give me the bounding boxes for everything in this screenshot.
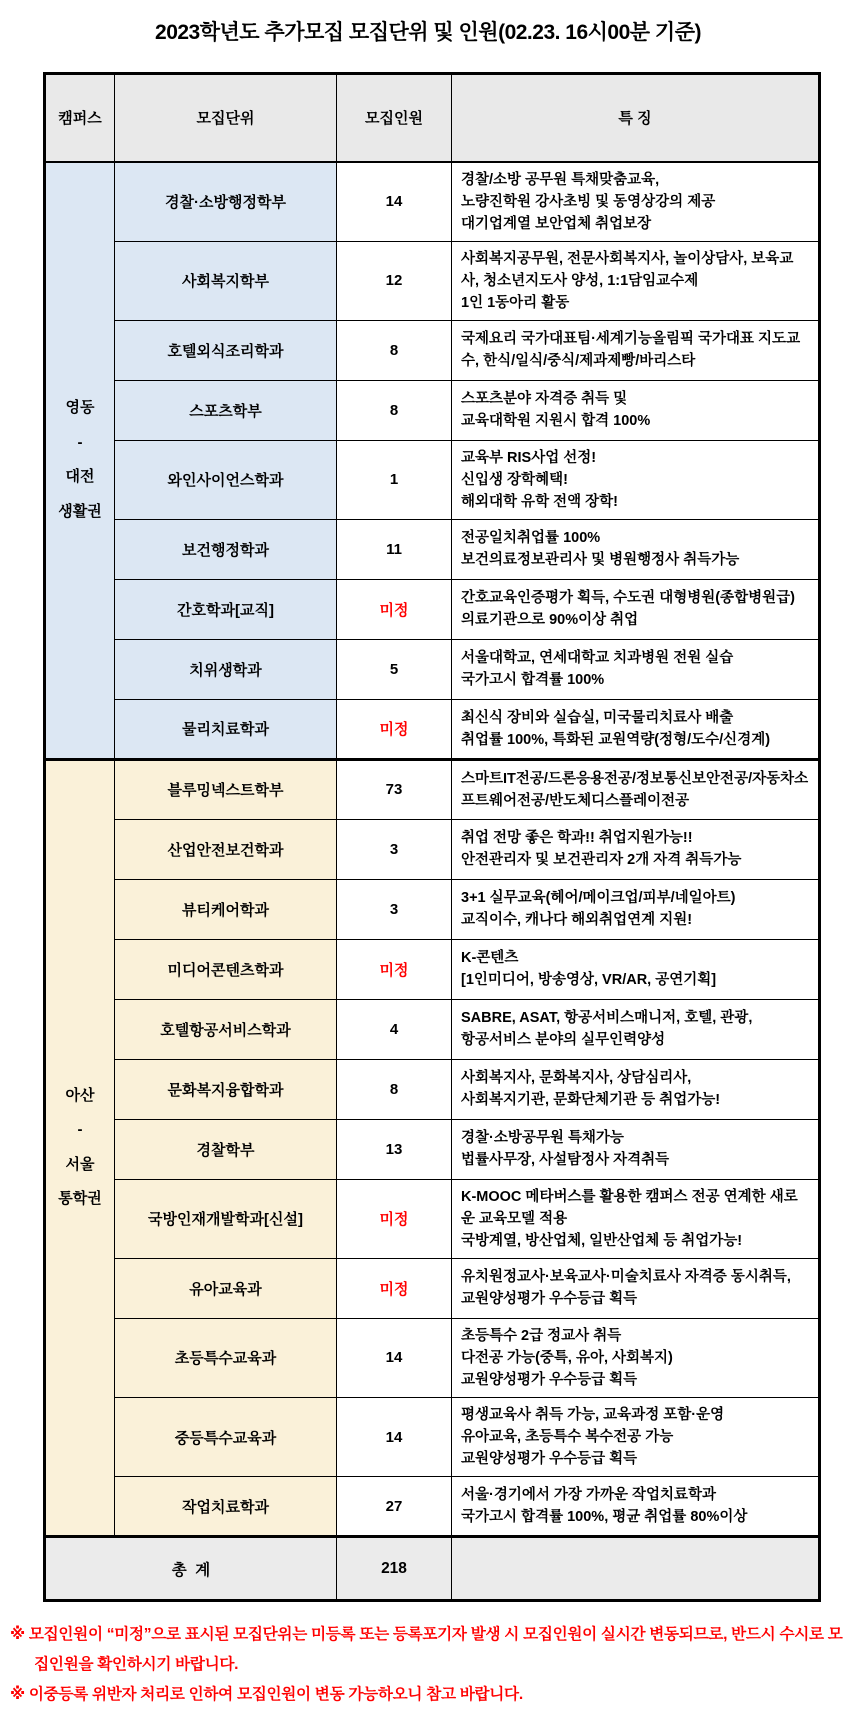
column-header-count: 모집인원 (337, 74, 452, 162)
count-cell: 8 (337, 1059, 452, 1119)
features-cell (452, 380, 820, 440)
feature-line: 3+1 실무교육(헤어/메이크업/피부/네일아트) (461, 890, 736, 907)
features-cell (452, 1119, 820, 1179)
feature-line: 노량진학원 강사초빙 및 동영상강의 제공 (461, 193, 716, 210)
table-row (45, 1477, 820, 1537)
features-cell (452, 440, 820, 519)
count-cell: 8 (337, 380, 452, 440)
total-row (45, 1537, 820, 1601)
unit-cell: 미디어콘텐츠학과 (115, 939, 337, 999)
feature-line: K-MOOC 메타버스를 활용한 캠퍼스 전공 연계한 새로운 교육모델 적용 (461, 1188, 798, 1227)
feature-line: 간호교육인증평가 획득, 수도권 대형병원(종합병원급) 의료기관으로 90%이상 취업 (461, 590, 795, 629)
unit-cell: 경찰학부 (115, 1119, 337, 1179)
feature-line: 교직이수, 캐나다 해외취업연계 지원! (461, 912, 693, 929)
campus-line: 영동 (65, 399, 95, 417)
feature-line: 사회복지사, 문화복지사, 상담심리사, (461, 1070, 692, 1087)
features-cell (452, 699, 820, 759)
table-footer (45, 1537, 820, 1601)
feature-line: 전공일치취업률 100% (461, 530, 601, 547)
unit-cell: 간호학과[교직] (115, 579, 337, 639)
feature-line: 평생교육사 취득 가능, 교육과정 포함·운영 (461, 1406, 725, 1423)
total-features-empty (452, 1537, 820, 1601)
count-cell: 14 (337, 1318, 452, 1397)
count-cell: 미정 (337, 939, 452, 999)
feature-line: 교육대학원 지원시 합격 100% (461, 413, 651, 430)
total-label: 총 계 (45, 1537, 337, 1601)
features-cell (452, 879, 820, 939)
count-cell: 27 (337, 1477, 452, 1537)
feature-line: K-콘텐츠 (461, 950, 519, 967)
feature-line: 국가고시 합격률 100% (461, 672, 605, 689)
campus-line: 생활권 (58, 502, 102, 520)
feature-line: 법률사무장, 사설탐정사 자격취득 (461, 1152, 670, 1169)
campus-cell (45, 759, 115, 1536)
table-row (45, 519, 820, 579)
feature-line: SABRE, ASAT, 항공서비스매니저, 호텔, 관광, (461, 1010, 753, 1027)
count-cell: 4 (337, 999, 452, 1059)
table-row (45, 1318, 820, 1397)
campus-line: 서울 (65, 1155, 95, 1173)
count-cell: 3 (337, 819, 452, 879)
feature-line: 경찰·소방공무원 특채가능 (461, 1130, 624, 1147)
page-title: 2023학년도 추가모집 모집단위 및 인원(02.23. 16시00분 기준) (155, 21, 701, 44)
features-cell (452, 939, 820, 999)
unit-cell: 산업안전보건학과 (115, 819, 337, 879)
feature-line: 취업률 100%, 특화된 교원역량(정형/도수/신경계) (461, 731, 771, 748)
table-row (45, 639, 820, 699)
table-row (45, 1397, 820, 1476)
features-cell (452, 1258, 820, 1318)
feature-line: 교육부 RIS사업 선정! (461, 449, 597, 466)
feature-line: 최신식 장비와 실습실, 미국물리치료사 배출 (461, 709, 734, 726)
feature-line: 교원양성평가 우수등급 획득 (461, 1371, 638, 1388)
features-cell (452, 759, 820, 819)
campus-cell (45, 162, 115, 760)
table-row (45, 241, 820, 320)
unit-cell: 경찰·소방행정학부 (115, 162, 337, 242)
count-cell: 미정 (337, 1258, 452, 1318)
table-row (45, 759, 820, 819)
features-cell (452, 1059, 820, 1119)
feature-line: 사회복지공무원, 전문사회복지사, 놀이상담사, 보육교사, 청소년지도사 양성, 1:1담임교수제 (461, 250, 794, 289)
feature-line: 스포츠분야 자격증 취득 및 (461, 391, 628, 408)
feature-line: 유아교육, 초등특수 복수전공 가능 (461, 1429, 674, 1445)
count-cell: 1 (337, 440, 452, 519)
table-row (45, 999, 820, 1059)
feature-line: 교원양성평가 우수등급 획득 (461, 1291, 638, 1308)
unit-cell: 호텔외식조리학과 (115, 320, 337, 380)
feature-line: 1인 1동아리 활동 (461, 294, 570, 311)
campus-line: - (77, 433, 83, 451)
unit-cell: 초등특수교육과 (115, 1318, 337, 1397)
count-cell: 미정 (337, 579, 452, 639)
count-cell: 14 (337, 1397, 452, 1476)
feature-line: 다전공 가능(중특, 유아, 사회복지) (461, 1349, 673, 1366)
count-cell: 11 (337, 519, 452, 579)
feature-line: 서울·경기에서 가장 가까운 작업치료학과 (461, 1487, 717, 1504)
features-cell (452, 639, 820, 699)
feature-line: 초등특수 2급 정교사 취득 (461, 1327, 622, 1344)
campus-line: 통학권 (58, 1190, 102, 1208)
table-row (45, 1059, 820, 1119)
unit-cell: 보건행정학과 (115, 519, 337, 579)
unit-cell: 스포츠학부 (115, 380, 337, 440)
table-row (45, 380, 820, 440)
footnote: ※ 모집인원이 “미정”으로 표시된 모집단위는 미등록 또는 등록포기자 발생 시 모집인원이 실시간 변동되므로, 반드시 수시로 모집인원을 확인하시기 바랍니다. (10, 1626, 843, 1673)
unit-cell: 중등특수교육과 (115, 1397, 337, 1476)
campus-line: - (77, 1121, 83, 1139)
features-cell (452, 1477, 820, 1537)
features-cell (452, 579, 820, 639)
count-cell: 미정 (337, 699, 452, 759)
count-cell: 73 (337, 759, 452, 819)
table-row (45, 819, 820, 879)
count-cell: 5 (337, 639, 452, 699)
features-cell (452, 1397, 820, 1476)
recruitment-table (43, 72, 821, 1602)
count-cell: 13 (337, 1119, 452, 1179)
campus-line: 대전 (65, 468, 95, 486)
feature-line: 국가고시 합격률 100%, 평균 취업률 80%이상 (461, 1509, 748, 1526)
feature-line: [1인미디어, 방송영상, VR/AR, 공연기획] (461, 972, 717, 989)
unit-cell: 블루밍넥스트학부 (115, 759, 337, 819)
unit-cell: 뷰티케어학과 (115, 879, 337, 939)
campus-line: 아산 (65, 1086, 95, 1104)
count-cell: 8 (337, 320, 452, 380)
feature-line: 항공서비스 분야의 실무인력양성 (461, 1032, 666, 1049)
total-count: 218 (337, 1537, 452, 1601)
table-row (45, 939, 820, 999)
unit-cell: 유아교육과 (115, 1258, 337, 1318)
unit-cell: 국방인재개발학과[신설] (115, 1179, 337, 1258)
column-header-campus: 캠퍼스 (45, 74, 115, 162)
features-cell (452, 999, 820, 1059)
unit-cell: 물리치료학과 (115, 699, 337, 759)
feature-line: 안전관리자 및 보건관리자 2개 자격 취득가능 (461, 852, 742, 869)
table-row (45, 320, 820, 380)
count-cell: 12 (337, 241, 452, 320)
feature-line: 취업 전망 좋은 학과!! 취업지원가능!! (461, 830, 693, 847)
unit-cell: 문화복지융합학과 (115, 1059, 337, 1119)
column-header-unit: 모집단위 (115, 74, 337, 162)
footnote: ※ 이중등록 위반자 처리로 인하여 모집인원이 변동 가능하오니 참고 바랍니다. (10, 1685, 523, 1703)
count-cell: 미정 (337, 1179, 452, 1258)
table-row (45, 1119, 820, 1179)
features-cell (452, 819, 820, 879)
count-cell: 14 (337, 162, 452, 242)
features-cell (452, 1318, 820, 1397)
column-header-features: 특 징 (452, 74, 820, 162)
table-row (45, 1179, 820, 1258)
count-cell: 3 (337, 879, 452, 939)
feature-line: 대기업계열 보안업체 취업보장 (461, 215, 652, 232)
unit-cell: 치위생학과 (115, 639, 337, 699)
unit-cell: 호텔항공서비스학과 (115, 999, 337, 1059)
feature-line: 사회복지기관, 문화단체기관 등 취업가능! (461, 1092, 721, 1109)
table-row (45, 1258, 820, 1318)
feature-line: 경찰/소방 공무원 특채맞춤교육, (461, 171, 660, 188)
header-row (45, 74, 820, 162)
footnotes (10, 1620, 844, 1710)
unit-cell: 사회복지학부 (115, 241, 337, 320)
feature-line: 국방계열, 방산업체, 일반산업체 등 취업가능! (461, 1232, 743, 1249)
feature-line: 교원양성평가 우수등급 획득 (461, 1451, 638, 1468)
table-body (45, 162, 820, 1537)
unit-cell: 와인사이언스학과 (115, 440, 337, 519)
table-row (45, 440, 820, 519)
features-cell (452, 241, 820, 320)
feature-line: 해외대학 유학 전액 장학! (461, 493, 618, 510)
feature-line: 유치원정교사·보육교사·미술치료사 자격증 동시취득, (461, 1269, 791, 1286)
features-cell (452, 1179, 820, 1258)
table-row (45, 879, 820, 939)
features-cell (452, 519, 820, 579)
table-row (45, 579, 820, 639)
features-cell (452, 320, 820, 380)
unit-cell: 작업치료학과 (115, 1477, 337, 1537)
feature-line: 서울대학교, 연세대학교 치과병원 전원 실습 (461, 650, 734, 667)
table-row (45, 162, 820, 242)
feature-line: 스마트IT전공/드론응용전공/정보통신보안전공/자동차소프트웨어전공/반도체디스플레이전공 (461, 770, 809, 809)
feature-line: 국제요리 국가대표팀·세계기능올림픽 국가대표 지도교수, 한식/일식/중식/제과제빵/바리스타 (461, 331, 801, 370)
feature-line: 신입생 장학혜택! (461, 471, 568, 488)
feature-line: 보건의료정보관리사 및 병원행정사 취득가능 (461, 552, 740, 569)
features-cell (452, 162, 820, 242)
table-row (45, 699, 820, 759)
